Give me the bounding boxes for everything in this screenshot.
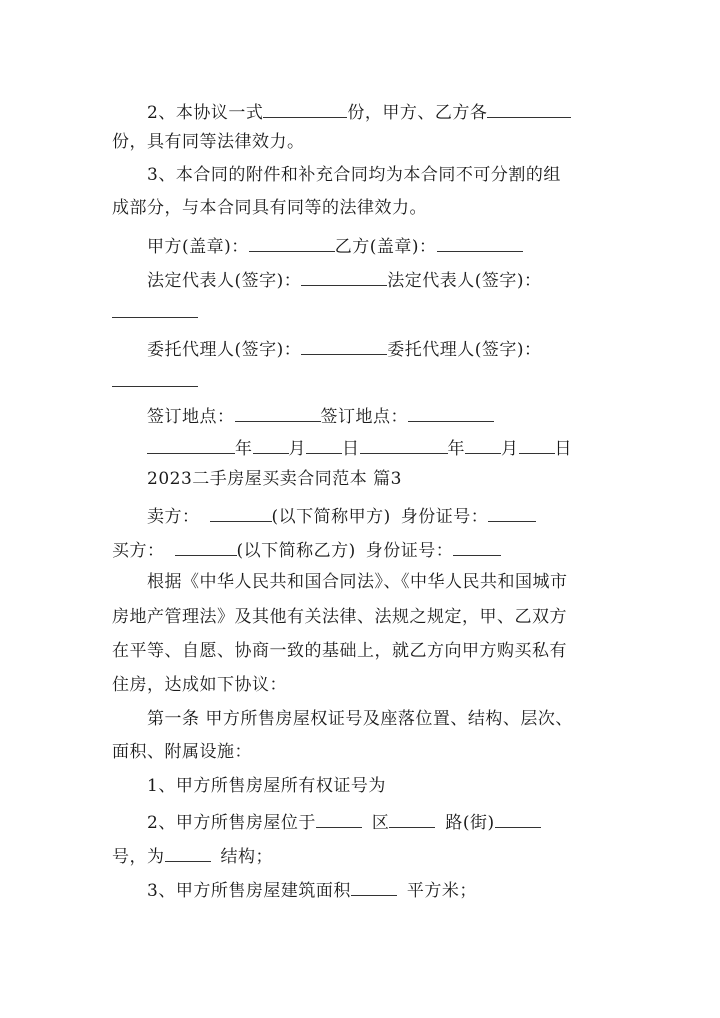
text: 2、本协议一式 (147, 103, 264, 123)
basis-line4: 住房，达成如下协议： (112, 675, 287, 695)
blank (175, 537, 237, 556)
text: (以下简称甲方) (271, 507, 391, 527)
item2-line2 (112, 843, 612, 868)
signing-place-line (147, 403, 647, 428)
blank (112, 368, 198, 387)
signature-seal-line (147, 233, 647, 258)
text: 平方米； (406, 881, 477, 901)
blank (389, 809, 435, 828)
item1-line: 1、甲方所售房屋所有权证号为 (147, 776, 386, 796)
text: 甲方(盖章)： (147, 237, 249, 257)
text: 买方： (112, 541, 165, 561)
clause-annex-line1: 3、本合同的附件和补充合同均为本合同不可分割的组 (147, 165, 561, 185)
text: 签订地点： (147, 407, 235, 427)
seller-line (147, 503, 647, 528)
text: 份，甲方、乙方各 (347, 103, 488, 123)
blank (165, 843, 211, 862)
buyer-line (112, 537, 612, 562)
text: 委托代理人(签字)： (387, 340, 542, 360)
blank (301, 267, 387, 286)
blank (249, 233, 335, 252)
article1-line1: 第一条 甲方所售房屋权证号及座落位置、结构、层次、 (147, 709, 573, 729)
legal-rep-blank-line (112, 299, 612, 324)
blank (519, 435, 555, 454)
text: 月 (501, 439, 519, 459)
blank (360, 435, 448, 454)
blank (210, 503, 272, 522)
blank (147, 435, 235, 454)
clause-copies-line2: 份，具有同等法律效力。 (112, 132, 305, 152)
blank (453, 537, 501, 556)
text: 号，为 (112, 847, 165, 867)
text: (以下简称乙方) (236, 541, 356, 561)
blank (316, 809, 362, 828)
clause-copies-line1 (147, 99, 647, 124)
blank (495, 809, 541, 828)
agent-line (147, 336, 647, 361)
text: 法定代表人(签字)： (147, 271, 302, 291)
text: 结构； (220, 847, 273, 867)
clause-annex-line2: 成部分，与本合同具有同等的法律效力。 (112, 198, 427, 218)
blank (487, 99, 571, 118)
text: 日 (342, 439, 360, 459)
blank (488, 503, 536, 522)
basis-line1: 根据《中华人民共和国合同法》、《中华人民共和国城市 (147, 572, 568, 592)
basis-line2: 房地产管理法》及其他有关法律、法规之规定，甲、乙双方 (112, 607, 567, 627)
text: 法定代表人(签字)： (387, 271, 542, 291)
article1-line2: 面积、附属设施： (112, 742, 252, 762)
blank (112, 299, 198, 318)
agent-blank-line (112, 368, 612, 393)
text: 3、甲方所售房屋建筑面积 (147, 881, 351, 901)
text: 卖方： (147, 507, 200, 527)
text: 2、甲方所售房屋位于 (147, 813, 316, 833)
text: 委托代理人(签字)： (147, 340, 302, 360)
text: 乙方(盖章)： (334, 237, 437, 257)
blank (306, 435, 342, 454)
item2-line1 (147, 809, 647, 834)
blank (408, 403, 494, 422)
blank (263, 99, 347, 118)
text: 月 (288, 439, 306, 459)
blank (301, 336, 387, 355)
blank (235, 403, 321, 422)
text: 身份证号： (400, 507, 489, 527)
blank (437, 233, 523, 252)
text: 路(街) (445, 813, 495, 833)
blank (465, 435, 501, 454)
blank (253, 435, 289, 454)
text: 年 (235, 439, 253, 459)
basis-line3: 在平等、自愿、协商一致的基础上，就乙方向甲方购买私有 (112, 641, 567, 661)
item3-line (147, 877, 647, 902)
text: 日 (554, 439, 572, 459)
text: 身份证号： (365, 541, 454, 561)
blank (351, 877, 397, 896)
section-title: 2023二手房屋买卖合同范本 篇3 (147, 469, 402, 489)
text: 签订地点： (320, 407, 408, 427)
signing-date-line (147, 435, 647, 460)
text: 年 (447, 439, 465, 459)
legal-rep-line (147, 267, 647, 292)
text: 区 (371, 813, 390, 833)
